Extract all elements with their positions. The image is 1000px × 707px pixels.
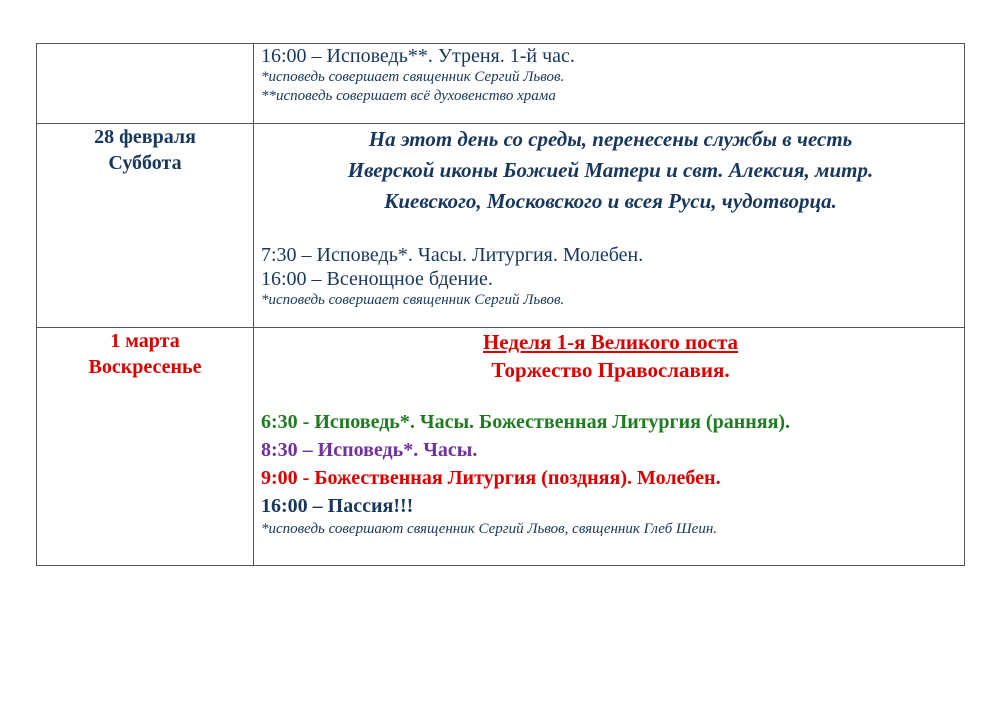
date-label: 1 марта [110,330,180,352]
date-cell [37,124,254,328]
table-row [37,124,965,328]
feast-line: Киевского, Московского и всея Руси, чудотворца. [384,189,837,213]
date-cell [37,328,254,566]
sunday-title: Неделя 1-я Великого поста [482,330,739,354]
service-line: 9:00 - Божественная Литургия (поздняя). Молебен. [261,467,721,489]
table-row [37,328,965,566]
footnote: *исповедь совершает священник Сергий Львов. [261,69,565,85]
footnote: *исповедь совершают священник Сергий Львов, священник Глеб Шеин. [261,521,718,537]
service-line: 7:30 – Исповедь*. Часы. Литургия. Молебен. [261,244,644,266]
service-line: 16:00 – Пассия!!! [261,495,414,517]
services-cell [254,328,965,566]
schedule-table [36,43,965,566]
weekday-label: Воскресенье [88,356,202,378]
sunday-subtitle: Торжество Православия. [491,358,730,382]
service-line: 6:30 - Исповедь*. Часы. Божественная Литургия (ранняя). [261,411,791,433]
feast-line: На этот день со среды, перенесены службы в честь [368,127,853,151]
services-cell [254,124,965,328]
weekday-label: Суббота [108,152,182,174]
footnote: **исповедь совершает всё духовенство храма [261,88,556,104]
date-cell [37,44,254,124]
date-label: 28 февраля [94,126,196,148]
footnote: *исповедь совершает священник Сергий Львов. [261,292,565,308]
service-line: 16:00 – Исповедь**. Утреня. 1-й час. [261,45,575,67]
table-row [37,44,965,124]
services-cell [254,44,965,124]
feast-line: Иверской иконы Божией Матери и свт. Алексия, митр. [347,158,874,182]
service-line: 16:00 – Всенощное бдение. [261,268,493,290]
service-line: 8:30 – Исповедь*. Часы. [261,439,478,461]
